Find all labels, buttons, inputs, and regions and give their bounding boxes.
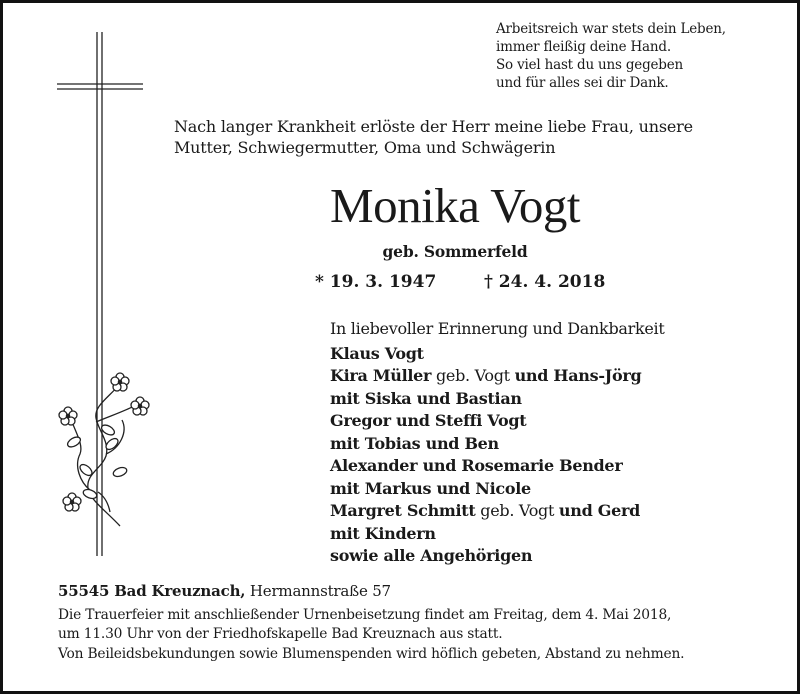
mourner-name: Margret Schmitt [330,501,476,520]
mourner-partner: und Gerd [558,501,641,520]
address-city: 55545 Bad Kreuznach, [58,582,246,600]
mourner-line: Klaus Vogt [330,343,424,363]
mourner-line: mit Markus und Nicole [330,478,531,498]
mourners-list [330,318,770,568]
mourner-line: Gregor und Steffi Vogt [330,411,527,430]
poem-line: So viel hast du uns gegeben [496,57,684,73]
poem-line: Arbeitsreich war stets dein Leben, [496,21,726,37]
mourner-name: Kira Müller [330,366,432,385]
intro-line: Nach langer Krankheit erlöste der Herr meine liebe Frau, unsere [174,117,693,136]
mourner-line: mit Tobias und Ben [330,433,499,453]
mourner-line: Alexander und Rosemarie Bender [330,456,623,475]
mourner-maiden-note: geb. Vogt [480,501,555,520]
footer-notice [58,582,778,664]
mourner-line [330,365,770,388]
mourner-line: mit Kindern [330,523,436,543]
intro-text [174,116,774,158]
poem-line: immer fleißig deine Hand. [496,39,671,55]
death-date: † 24. 4. 2018 [484,272,606,292]
mourners-heading: In liebevoller Erinnerung und Dankbarkeit [330,319,665,338]
deceased-name: Monika Vogt [330,178,580,233]
notice-line: Die Trauerfeier mit anschließender Urnenbeisetzung findet am Freitag, dem 4. Mai 2018, [58,606,672,623]
poem [496,20,786,92]
address [58,582,778,602]
mourner-line: sowie alle Angehörigen [330,546,533,565]
mourner-line [330,500,770,523]
mourner-maiden-note: geb. Vogt [435,366,510,385]
address-street: Hermannstraße 57 [249,582,391,600]
notice-line: Von Beileidsbekundungen sowie Blumenspenden wird höflich gebeten, Abstand zu nehmen. [58,645,685,662]
flower-sprig-icon [50,370,160,535]
poem-line: und für alles sei dir Dank. [496,75,669,91]
birth-date: * 19. 3. 1947 [315,272,437,292]
mourner-line: mit Siska und Bastian [330,388,522,408]
mourner-partner: und Hans-Jörg [514,366,642,385]
intro-line: Mutter, Schwiegermutter, Oma und Schwägerin [174,138,556,157]
notice-line: um 11.30 Uhr von der Friedhofskapelle Bad Kreuznach aus statt. [58,626,503,642]
maiden-name: geb. Sommerfeld [382,242,528,261]
